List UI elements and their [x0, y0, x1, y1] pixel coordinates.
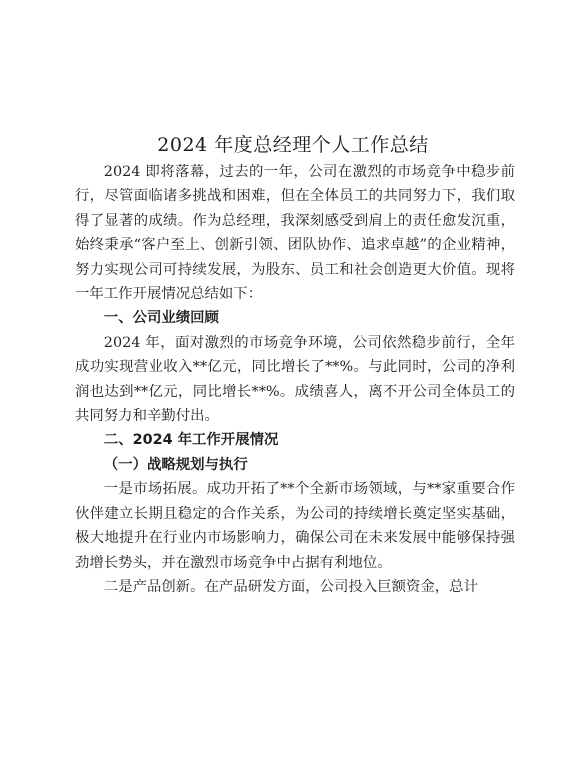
document-body — [75, 160, 515, 599]
market-expansion-paragraph: 一是市场拓展。成功开拓了**个全新市场领域，与**家重要合作伙伴建立长期且稳定的合作关系，为公司的持续增长奠定坚实基础，极大地提升在行业内市场影响力，确保公司在未来发展中能够保持强劲增长势头，并在激烈市场竞争中占据有利地位。 — [75, 481, 515, 571]
section-heading-performance: 一、公司业绩回顾 — [103, 310, 219, 327]
subsection-heading-strategy: （一）战略规划与执行 — [103, 455, 248, 473]
performance-paragraph: 2024 年，面对激烈的市场竞争环境，公司依然稳步前行，全年成功实现营业收入**亿元，同比增长了**%。与此同时，公司的净利润也达到**亿元，同比增长**%。成绩喜人，离不开公司全体员工的共同努力和辛勤付出。 — [75, 334, 515, 425]
section-heading-work: 二、2024 年工作开展情况 — [103, 432, 279, 449]
intro-paragraph: 2024 即将落幕，过去的一年，公司在激烈的市场竞争中稳步前行，尽管面临诸多挑战和困难，但在全体员工的共同努力下，我们取得了显著的成绩。作为总经理，我深刻感受到肩上的责任愈发沉重，始终秉承“客户至上、创新引领、团队协作、追求卓越”的企业精神，努力实现公司可持续发展，为股东、员工和社会创造更大价值。现将一年工作开展情况总结如下： — [75, 164, 515, 303]
product-innovation-paragraph: 二是产品创新。在产品研发方面，公司投入巨额资金，总计 — [103, 578, 478, 595]
document-title: 2024 年度总经理个人工作总结 — [157, 134, 429, 156]
